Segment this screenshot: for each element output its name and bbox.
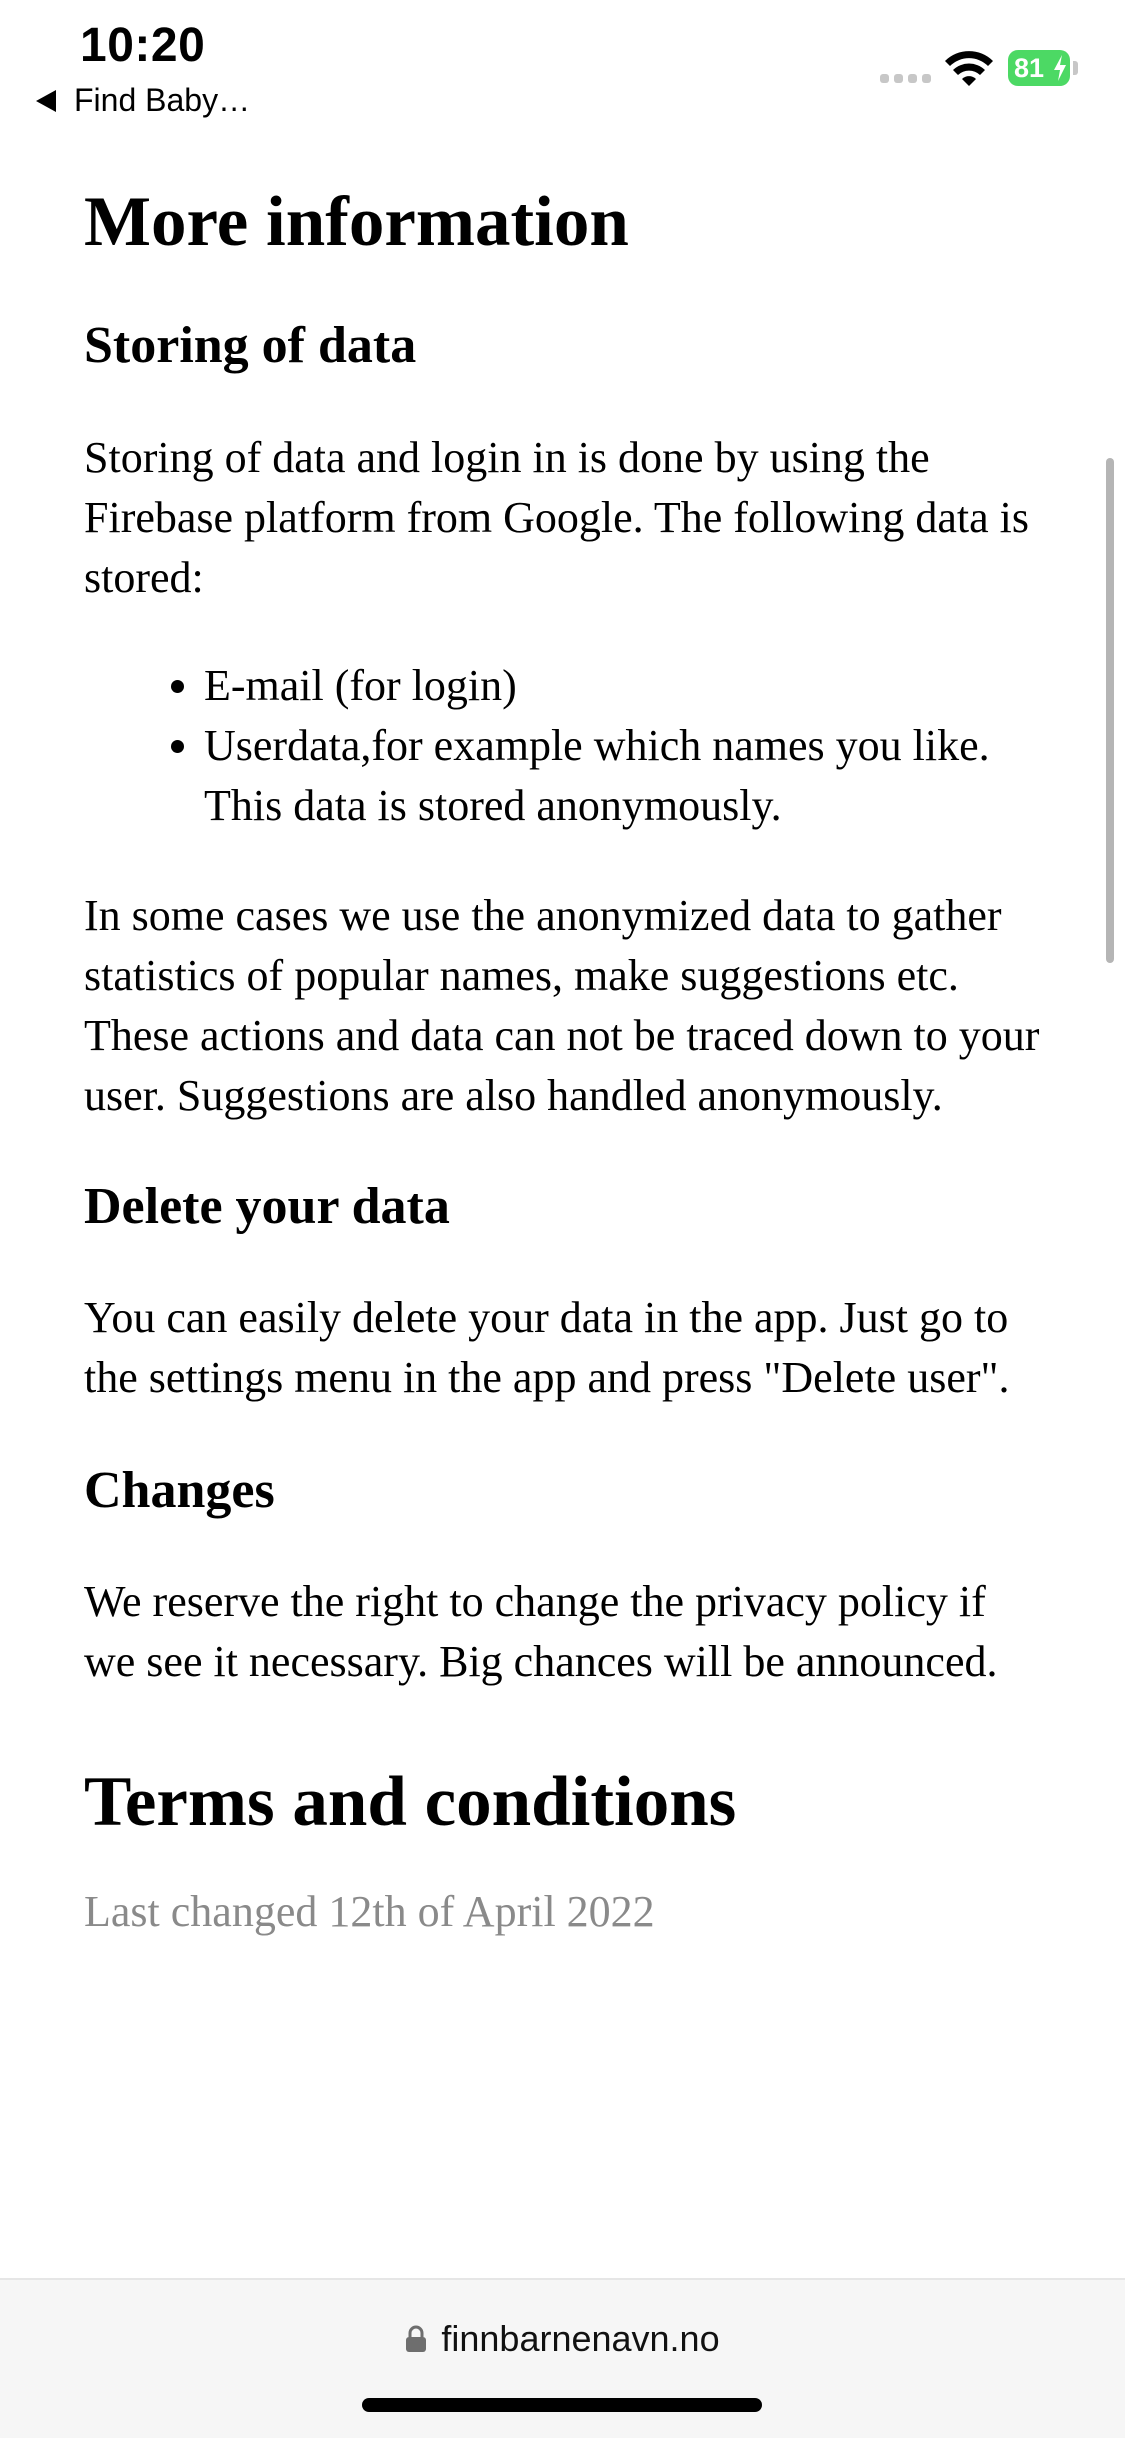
delete-your-data-heading: Delete your data: [84, 1177, 450, 1235]
back-to-app-label: Find Baby…: [74, 82, 251, 118]
stored-data-list: [84, 656, 1044, 836]
address-bar[interactable]: [0, 2278, 1125, 2438]
charging-bolt-icon: [1053, 55, 1067, 81]
back-triangle-icon: [36, 90, 56, 112]
url-display[interactable]: [0, 2318, 1125, 2360]
vertical-scrollbar[interactable]: [1106, 458, 1114, 963]
back-to-app-button[interactable]: [36, 82, 250, 119]
signal-dots-icon: [880, 74, 931, 83]
changes-paragraph: We reserve the right to change the privacy policy if we see it necessary. Big chances will be announced.: [84, 1577, 998, 1687]
more-information-heading: More information: [84, 183, 629, 261]
url-text: finnbarnenavn.no: [441, 2318, 720, 2359]
delete-your-data-paragraph: You can easily delete your data in the app. Just go to the settings menu in the app and press "Delete user".: [84, 1292, 1010, 1402]
list-item: • Userdata,for example which names you like. This data is stored anonymously.: [204, 716, 1044, 836]
home-indicator[interactable]: [362, 2398, 762, 2412]
last-changed-text: Last changed 12th of April 2022: [84, 1886, 655, 1936]
battery-level: 81: [1008, 50, 1070, 86]
battery-cap: [1073, 61, 1078, 75]
terms-and-conditions-heading: Terms and conditions: [84, 1763, 737, 1842]
status-bar: [0, 0, 1125, 130]
battery-icon: [1008, 50, 1080, 86]
wifi-icon: [944, 50, 994, 88]
anonymized-data-paragraph: In some cases we use the anonymized data to gather statistics of popular names, make suggestions etc. These actions and data can not be traced down to your user. Suggestions are also handled anonymously.: [84, 890, 1040, 1120]
page-content: [84, 180, 1044, 1942]
changes-heading: Changes: [84, 1461, 275, 1519]
list-item: • E-mail (for login): [204, 656, 1044, 716]
storing-of-data-paragraph: Storing of data and login in is done by using the Firebase platform from Google. The following data is stored:: [84, 432, 1029, 602]
storing-of-data-heading: Storing of data: [84, 317, 417, 375]
lock-icon: [405, 2325, 427, 2353]
status-time: 10:20: [80, 19, 206, 72]
